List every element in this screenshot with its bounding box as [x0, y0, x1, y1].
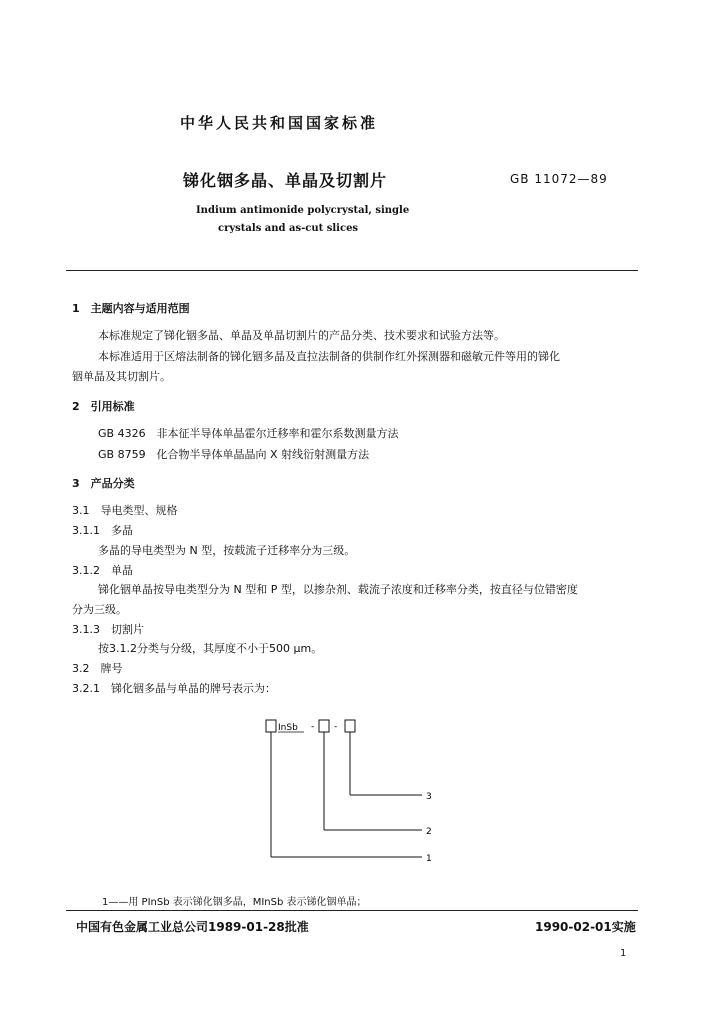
prefix-box: [266, 720, 276, 732]
document-code: GB 11072—89: [510, 172, 608, 186]
section-3-1-2: 3.1.2 单晶: [72, 564, 133, 577]
suffix-box: [345, 720, 355, 732]
section-3-1-1: 3.1.1 多晶: [72, 524, 133, 537]
section-3-1-1-text: 多晶的导电类型为 N 型，按载流子迁移率分为三级。: [98, 544, 356, 557]
middle-box: [319, 720, 329, 732]
implementation-date: 1990-02-01实施: [535, 920, 636, 934]
section-3-1-3-text: 按3.1.2分类与分级，其厚度不小于500 μm。: [98, 642, 323, 655]
footer-rule: [66, 910, 638, 911]
section-1-heading: 1 主题内容与适用范围: [72, 302, 190, 315]
section-1-paragraph-2-line1: 本标准适用于区熔法制备的锑化铟多晶及直拉法制备的供制作红外探测器和磁敏元件等用的锑化: [98, 350, 560, 363]
section-3-1: 3.1 导电类型、规格: [72, 504, 178, 517]
reference-gb4326: GB 4326 非本征半导体单晶霍尔迁移率和霍尔系数测量方法: [98, 427, 399, 440]
document-title: 锑化铟多晶、单晶及切割片: [183, 171, 388, 190]
reference-gb8759: GB 8759 化合物半导体单晶晶向 X 射线衍射测量方法: [98, 448, 370, 461]
diagram-label-2: 2: [426, 827, 432, 837]
diagram-insb-text: InSb: [278, 723, 298, 733]
section-2-heading: 2 引用标准: [72, 400, 135, 413]
section-3-1-2-text-line1: 锑化铟单晶按导电类型分为 N 型和 P 型，以掺杂剂、载流子浓度和迁移率分类，按直径与位错密度: [98, 583, 578, 596]
page-number: 1: [620, 948, 627, 959]
section-1-paragraph-1: 本标准规定了锑化铟多晶、单晶及单晶切割片的产品分类、技术要求和试验方法等。: [98, 329, 505, 342]
english-title-line1: Indium antimonide polycrystal, single: [196, 205, 410, 216]
section-3-2-1: 3.2.1 锑化铟多晶与单晶的牌号表示为：: [72, 682, 276, 695]
section-1-paragraph-2-line2: 铟单晶及其切割片。: [72, 370, 171, 383]
diagram-label-1: 1: [426, 854, 432, 864]
header-rule: [66, 270, 638, 271]
section-3-heading: 3 产品分类: [72, 477, 135, 490]
section-3-2: 3.2 牌号: [72, 662, 123, 675]
diagram-dash-2: -: [334, 722, 338, 732]
grade-designation-diagram: [262, 712, 462, 872]
section-3-1-3: 3.1.3 切割片: [72, 623, 144, 636]
approval-line: 中国有色金属工业总公司1989-01-28批准: [76, 920, 309, 934]
diagram-label-3: 3: [426, 792, 432, 802]
diagram-dash-1: -: [311, 722, 315, 732]
english-title-line2: crystals and as-cut slices: [218, 223, 359, 234]
section-3-1-2-text-line2: 分为三级。: [72, 603, 127, 616]
standard-title: 中华人民共和国国家标准: [180, 114, 379, 132]
designation-note: 1——用 PInSb 表示锑化铟多晶，MInSb 表示锑化铟单晶；: [102, 897, 367, 908]
